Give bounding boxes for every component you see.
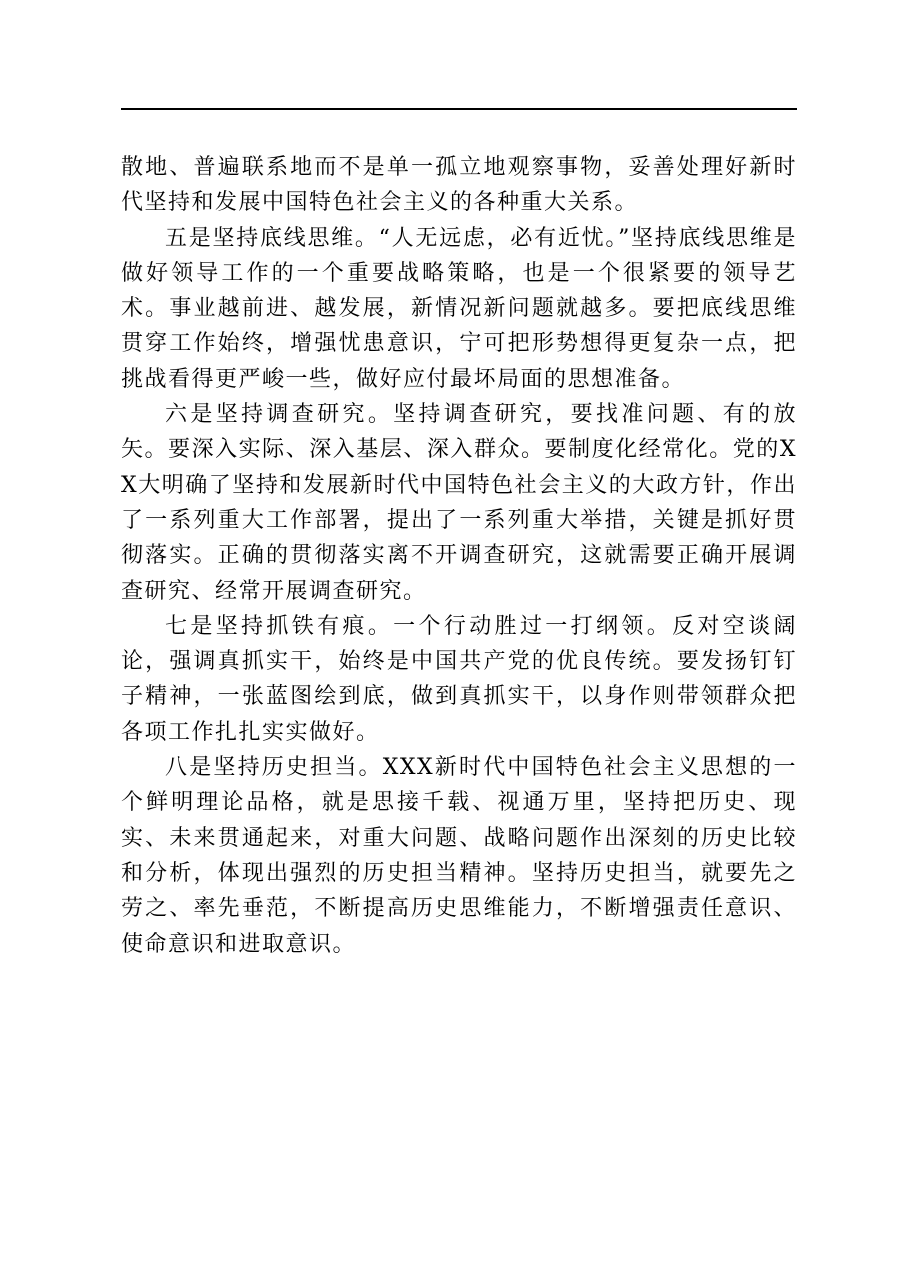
paragraph-1: 散地、普遍联系地而不是单一孤立地观察事物，妥善处理好新时代坚持和发展中国特色社会主义的各种重大关系。 xyxy=(121,155,797,216)
paragraph-4: 七是坚持抓铁有痕。一个行动胜过一打纲领。反对空谈阔论，强调真抓实干，始终是中国共产党的优良传统。要发扬钉钉子精神，一张蓝图绘到底，做到真抓实干，以身作则带领群众把各项工作扎扎实实做好。 xyxy=(121,613,797,745)
paragraph-2: 五是坚持底线思维。“人无远虑，必有近忧。”坚持底线思维是做好领导工作的一个重要战略策略，也是一个很紧要的领导艺术。事业越前进、越发展，新情况新问题就越多。要把底线思维贯穿工作始终，增强忧患意识，宁可把形势想得更复杂一点，把挑战看得更严峻一些，做好应付最坏局面的思想准备。 xyxy=(121,225,797,392)
paragraph-5: 八是坚持历史担当。XXX新时代中国特色社会主义思想的一个鲜明理论品格，就是思接千载、视通万里，坚持把历史、现实、未来贯通起来，对重大问题、战略问题作出深刻的历史比较和分析，体现出强烈的历史担当精神。坚持历史担当，就要先之劳之、率先垂范，不断提高历史思维能力，不断增强责任意识、使命意识和进取意识。 xyxy=(121,755,797,957)
paragraph-3: 六是坚持调查研究。坚持调查研究，要找准问题、有的放矢。要深入实际、深入基层、深入群众。要制度化经常化。党的XX大明确了坚持和发展新时代中国特色社会主义的大政方针，作出了一系列重大工作部署，提出了一系列重大举措，关键是抓好贯彻落实。正确的贯彻落实离不开调查研究，这就需要正确开展调查研究、经常开展调查研究。 xyxy=(121,402,797,604)
header-rule xyxy=(121,108,797,110)
document-body xyxy=(121,150,797,962)
